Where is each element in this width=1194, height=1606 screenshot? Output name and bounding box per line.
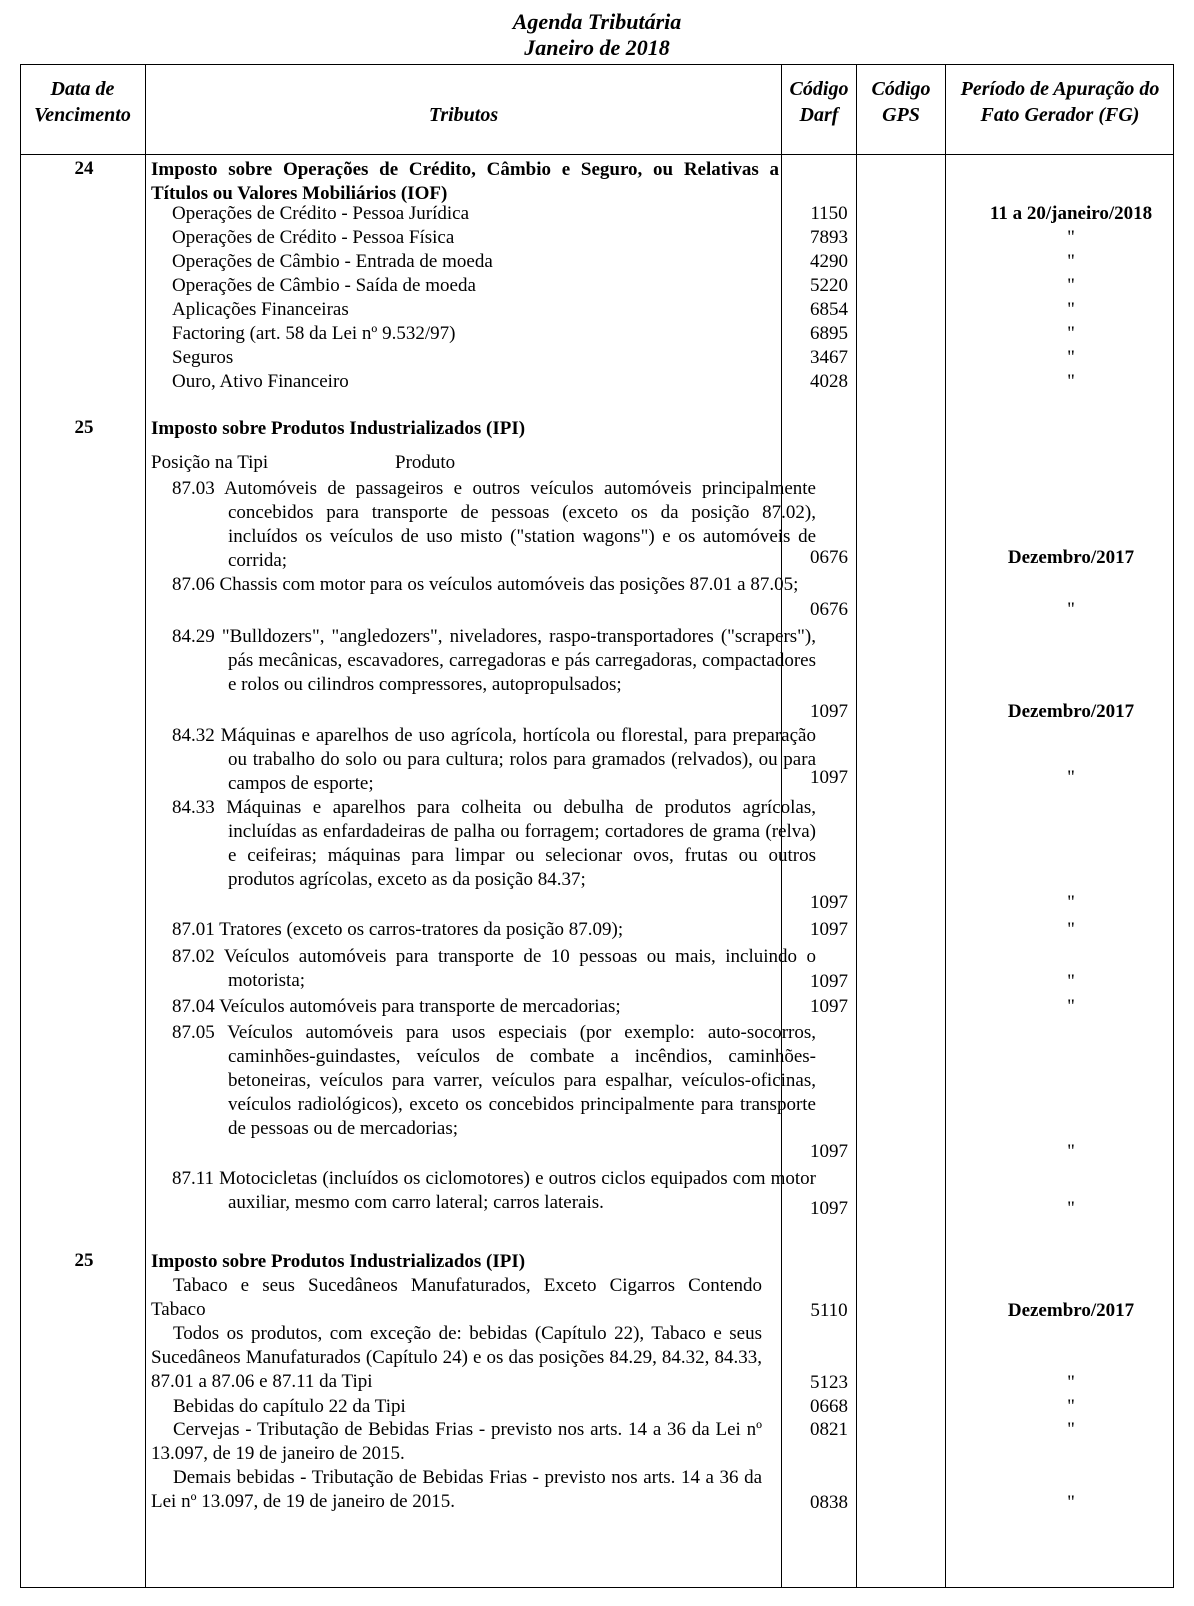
darf-code: 3467 (810, 347, 848, 368)
ipi-product-item: 87.11 Motocicletas (incluídos os ciclomotores) e outros ciclos equipados com motor auxiliar, mesmo com carro lateral; carros laterais. (172, 1168, 816, 1213)
page-subtitle: Janeiro de 2018 (524, 35, 670, 60)
ipi-product-item: Tabaco e seus Sucedâneos Manufaturados, Exceto Cigarros Contendo Tabaco (151, 1275, 762, 1320)
iof-item-label: Ouro, Ativo Financeiro (172, 371, 349, 392)
fg-period: " (1067, 275, 1075, 296)
fg-period: " (1067, 299, 1075, 320)
ipi-product-item: 87.03 Automóveis de passageiros e outros veículos automóveis principalmente concebidos para transporte de pessoas (exceto os da posição 87.02), incluídos os veículos de uso misto ("station wagons") e os automóveis de corrida; (172, 478, 816, 571)
fg-period: " (1067, 1141, 1075, 1162)
column-divider (145, 64, 146, 1588)
darf-code: 6895 (810, 323, 848, 344)
darf-code: 7893 (810, 227, 848, 248)
fg-period: " (1067, 599, 1075, 620)
due-date: 25 (74, 1250, 94, 1271)
fg-period: " (1067, 1198, 1075, 1219)
section-title-ipi: Imposto sobre Produtos Industrializados (IPI) (151, 1251, 526, 1272)
ipi-product-item: Cervejas - Tributação de Bebidas Frias - previsto nos arts. 14 a 36 da Lei nº 13.097, de 19 de janeiro de 2015. (151, 1419, 762, 1464)
fg-period: " (1067, 323, 1075, 344)
fg-period: " (1067, 971, 1075, 992)
ipi-product-item: 87.04 Veículos automóveis para transporte de mercadorias; (172, 996, 621, 1017)
fg-period: " (1067, 1492, 1075, 1513)
fg-period: Dezembro/2017 (1007, 701, 1135, 722)
darf-code: 0676 (810, 547, 848, 568)
darf-code: 0676 (810, 599, 848, 620)
header-codigo-darf: Código Darf (789, 78, 849, 126)
ipi-product-item: 84.33 Máquinas e aparelhos para colheita ou debulha de produtos agrícolas, incluídas as enfardadeiras de palha ou forragem; cortadores de grama (relva) e ceifeiras; máquinas para limpar ou selecionar ovos, frutas ou outros produtos agrícolas, exceto as da posição 84.37; (172, 797, 816, 890)
darf-code: 1097 (810, 892, 848, 913)
due-date: 25 (74, 417, 94, 438)
header-tributos: Tributos (428, 104, 499, 126)
fg-period: " (1067, 347, 1075, 368)
darf-code: 1097 (810, 919, 848, 940)
iof-item-label: Aplicações Financeiras (172, 299, 349, 320)
iof-item-label: Factoring (art. 58 da Lei nº 9.532/97) (172, 323, 456, 344)
fg-period: " (1067, 767, 1075, 788)
iof-item-label: Operações de Câmbio - Entrada de moeda (172, 251, 493, 272)
darf-code: 1097 (810, 701, 848, 722)
page-title: Agenda Tributária (512, 9, 682, 34)
iof-item-label: Operações de Crédito - Pessoa Jurídica (172, 203, 470, 224)
header-divider (20, 154, 1174, 155)
ipi-product-item: Demais bebidas - Tributação de Bebidas Frias - previsto nos arts. 14 a 36 da Lei nº 13.097, de 19 de janeiro de 2015. (151, 1467, 762, 1512)
section-title-ipi: Imposto sobre Produtos Industrializados (IPI) (151, 418, 526, 439)
iof-item-label: Seguros (172, 347, 234, 368)
column-label-posicao: Posição na Tipi (151, 452, 269, 473)
darf-code: 5110 (810, 1300, 848, 1321)
fg-period: " (1067, 1372, 1075, 1393)
fg-period: " (1067, 892, 1075, 913)
darf-code: 4290 (810, 251, 848, 272)
darf-code: 1097 (810, 996, 848, 1017)
fg-period: " (1067, 227, 1075, 248)
darf-code: 6854 (810, 299, 848, 320)
fg-period: " (1067, 1419, 1075, 1440)
ipi-product-item: 87.01 Tratores (exceto os carros-tratores da posição 87.09); (172, 919, 624, 940)
header-codigo-gps: Código GPS (871, 78, 931, 126)
ipi-product-item: Todos os produtos, com exceção de: bebidas (Capítulo 22), Tabaco e seus Sucedâneos Manufaturados (Capítulo 24) e os das posições 84.29, 84.32, 84.33, 87.01 a 87.06 e 87.11 da Tipi (151, 1323, 762, 1392)
fg-period: Dezembro/2017 (1007, 547, 1135, 568)
darf-code: 0838 (810, 1492, 848, 1513)
fg-period: Dezembro/2017 (1007, 1300, 1135, 1321)
fg-period: " (1067, 1396, 1075, 1417)
darf-code: 1097 (810, 1198, 848, 1219)
due-date: 24 (74, 158, 94, 179)
fg-period: " (1067, 996, 1075, 1017)
darf-code: 0821 (810, 1419, 848, 1440)
ipi-product-item: 87.05 Veículos automóveis para usos especiais (por exemplo: auto-socorros, caminhões-guindastes, veículos de combate a incêndios, caminhões-betoneiras, veículos para varrer, veículos para espalhar, veículos-oficinas, veículos radiológicos), exceto os concebidos principalmente para transporte de pessoas ou de mercadorias; (172, 1022, 816, 1139)
fg-period: " (1067, 919, 1075, 940)
column-label-produto: Produto (395, 452, 456, 473)
ipi-product-item: 87.02 Veículos automóveis para transporte de 10 pessoas ou mais, incluindo o motorista; (172, 946, 816, 991)
fg-period: " (1067, 251, 1075, 272)
ipi-product-item: 84.32 Máquinas e aparelhos de uso agrícola, hortícola ou florestal, para preparação ou trabalho do solo ou para cultura; rolos para gramados (relvados), ou para campos de esporte; (172, 725, 816, 794)
darf-code: 5220 (810, 275, 848, 296)
header-periodo-apuracao: Período de Apuração do Fato Gerador (FG) (960, 78, 1160, 126)
fg-period: 11 a 20/janeiro/2018 (989, 203, 1153, 224)
darf-code: 1150 (810, 203, 848, 224)
darf-code: 1097 (810, 1141, 848, 1162)
darf-code: 4028 (810, 371, 848, 392)
fg-period: " (1067, 371, 1075, 392)
iof-item-label: Operações de Crédito - Pessoa Física (172, 227, 455, 248)
darf-code: 1097 (810, 971, 848, 992)
darf-code: 0668 (810, 1396, 848, 1417)
section-title-iof: Imposto sobre Operações de Crédito, Câmbio e Seguro, ou Relativas a Títulos ou Valores Mobiliários (IOF) (151, 159, 779, 204)
darf-code: 5123 (810, 1372, 848, 1393)
ipi-product-item: 84.29 "Bulldozers", "angledozers", niveladores, raspo-transportadores ("scrapers"), pás mecânicas, escavadores, carregadoras e pás carregadoras, compactadores e rolos ou cilindros compressores, autopropulsados; (172, 626, 816, 695)
iof-item-label: Operações de Câmbio - Saída de moeda (172, 275, 476, 296)
ipi-product-item: Bebidas do capítulo 22 da Tipi (173, 1396, 406, 1417)
header-data-vencimento: Data de Vencimento (34, 78, 131, 126)
darf-code: 1097 (810, 767, 848, 788)
column-divider (945, 64, 946, 1588)
ipi-product-item: 87.06 Chassis com motor para os veículos automóveis das posições 87.01 a 87.05; (172, 574, 799, 595)
